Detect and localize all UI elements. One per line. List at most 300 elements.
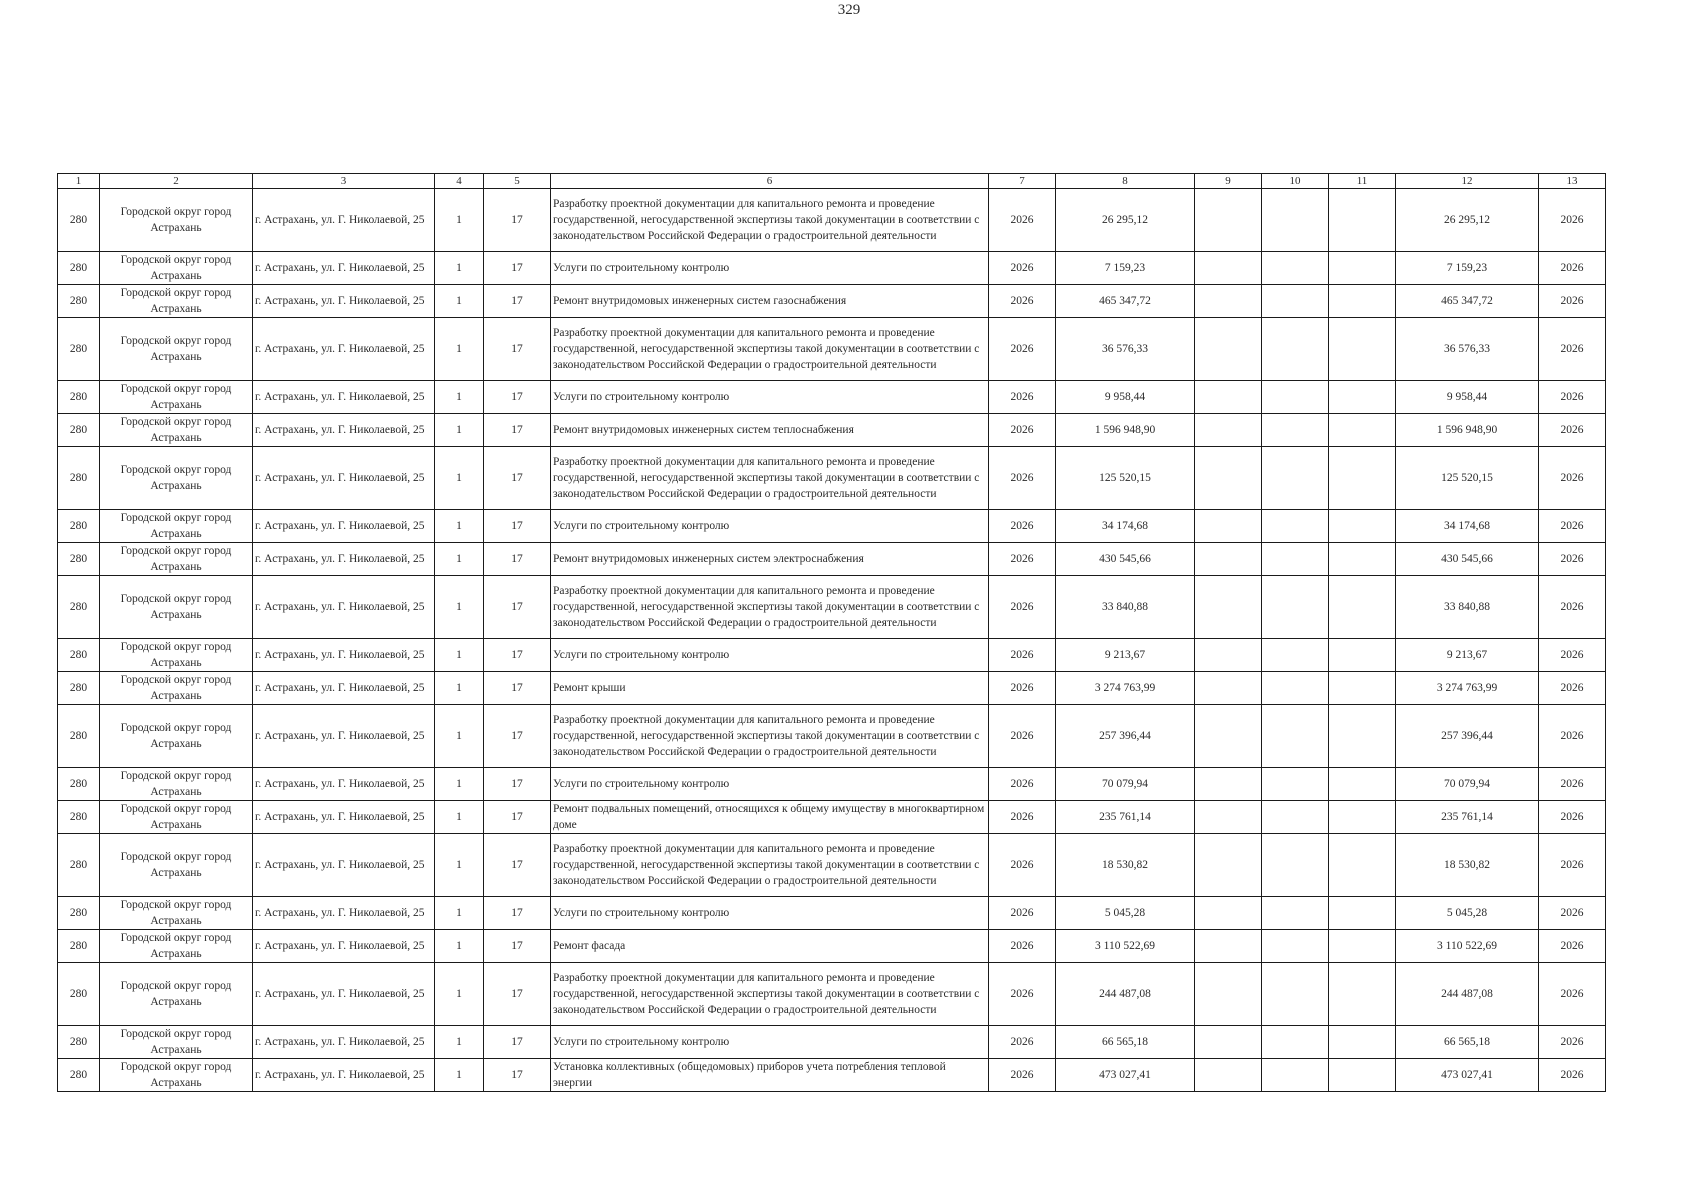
column-header-11: 11 — [1329, 174, 1396, 189]
column-5-cell: 17 — [484, 930, 551, 963]
column-11-cell — [1329, 447, 1396, 510]
year-cell: 2026 — [989, 414, 1056, 447]
column-10-cell — [1262, 414, 1329, 447]
row-number-cell: 280 — [58, 189, 100, 252]
address-cell: г. Астрахань, ул. Г. Николаевой, 25 — [253, 897, 435, 930]
column-header-13: 13 — [1539, 174, 1606, 189]
column-5-cell: 17 — [484, 705, 551, 768]
column-header-10: 10 — [1262, 174, 1329, 189]
municipality-cell: Городской округ город Астрахань — [100, 1059, 253, 1092]
table-row — [58, 768, 1606, 801]
address-cell: г. Астрахань, ул. Г. Николаевой, 25 — [253, 414, 435, 447]
column-10-cell — [1262, 1059, 1329, 1092]
column-4-cell: 1 — [435, 318, 484, 381]
address-cell: г. Астрахань, ул. Г. Николаевой, 25 — [253, 963, 435, 1026]
row-number-cell: 280 — [58, 1059, 100, 1092]
total-cost-cell: 235 761,14 — [1056, 801, 1195, 834]
row-number-cell: 280 — [58, 639, 100, 672]
column-header-12: 12 — [1396, 174, 1539, 189]
completion-year-cell: 2026 — [1539, 930, 1606, 963]
column-4-cell: 1 — [435, 510, 484, 543]
municipality-cell: Городской округ город Астрахань — [100, 381, 253, 414]
column-10-cell — [1262, 447, 1329, 510]
total-cost-cell: 257 396,44 — [1056, 705, 1195, 768]
column-9-cell — [1195, 963, 1262, 1026]
total-cost-cell: 1 596 948,90 — [1056, 414, 1195, 447]
column-5-cell: 17 — [484, 801, 551, 834]
table-row — [58, 447, 1606, 510]
column-4-cell: 1 — [435, 1059, 484, 1092]
table-row — [58, 672, 1606, 705]
column-11-cell — [1329, 963, 1396, 1026]
column-9-cell — [1195, 252, 1262, 285]
work-type-cell: Ремонт внутридомовых инженерных систем теплоснабжения — [551, 414, 989, 447]
column-header-9: 9 — [1195, 174, 1262, 189]
column-4-cell: 1 — [435, 414, 484, 447]
year-cell: 2026 — [989, 1059, 1056, 1092]
year-cell: 2026 — [989, 381, 1056, 414]
table-row — [58, 1059, 1606, 1092]
total-cost-cell: 9 958,44 — [1056, 381, 1195, 414]
table-row — [58, 705, 1606, 768]
table-body — [58, 189, 1606, 1092]
column-9-cell — [1195, 897, 1262, 930]
column-10-cell — [1262, 768, 1329, 801]
column-9-cell — [1195, 318, 1262, 381]
column-4-cell: 1 — [435, 252, 484, 285]
column-12-cost-cell: 3 110 522,69 — [1396, 930, 1539, 963]
year-cell: 2026 — [989, 1026, 1056, 1059]
work-type-cell: Разработку проектной документации для капитального ремонта и проведение государственной, негосударственной экспертизы такой документации в соответствии с законодательством Российской Федерации о градостроительной деятельности — [551, 576, 989, 639]
column-11-cell — [1329, 801, 1396, 834]
column-12-cost-cell: 3 274 763,99 — [1396, 672, 1539, 705]
column-9-cell — [1195, 576, 1262, 639]
column-11-cell — [1329, 381, 1396, 414]
column-11-cell — [1329, 543, 1396, 576]
column-11-cell — [1329, 930, 1396, 963]
column-4-cell: 1 — [435, 576, 484, 639]
column-10-cell — [1262, 285, 1329, 318]
column-11-cell — [1329, 897, 1396, 930]
table-row — [58, 510, 1606, 543]
table-row — [58, 930, 1606, 963]
completion-year-cell: 2026 — [1539, 576, 1606, 639]
column-11-cell — [1329, 285, 1396, 318]
municipality-cell: Городской округ город Астрахань — [100, 543, 253, 576]
year-cell: 2026 — [989, 963, 1056, 1026]
municipality-cell: Городской округ город Астрахань — [100, 801, 253, 834]
total-cost-cell: 33 840,88 — [1056, 576, 1195, 639]
column-9-cell — [1195, 510, 1262, 543]
municipality-cell: Городской округ город Астрахань — [100, 447, 253, 510]
total-cost-cell: 7 159,23 — [1056, 252, 1195, 285]
year-cell: 2026 — [989, 801, 1056, 834]
municipality-cell: Городской округ город Астрахань — [100, 672, 253, 705]
municipality-cell: Городской округ город Астрахань — [100, 705, 253, 768]
table-row — [58, 189, 1606, 252]
column-10-cell — [1262, 672, 1329, 705]
column-header-2: 2 — [100, 174, 253, 189]
total-cost-cell: 473 027,41 — [1056, 1059, 1195, 1092]
column-9-cell — [1195, 285, 1262, 318]
row-number-cell: 280 — [58, 414, 100, 447]
column-5-cell: 17 — [484, 189, 551, 252]
column-12-cost-cell: 9 213,67 — [1396, 639, 1539, 672]
column-9-cell — [1195, 768, 1262, 801]
work-type-cell: Разработку проектной документации для капитального ремонта и проведение государственной, негосударственной экспертизы такой документации в соответствии с законодательством Российской Федерации о градостроительной деятельности — [551, 834, 989, 897]
municipality-cell: Городской округ город Астрахань — [100, 834, 253, 897]
column-12-cost-cell: 26 295,12 — [1396, 189, 1539, 252]
completion-year-cell: 2026 — [1539, 510, 1606, 543]
address-cell: г. Астрахань, ул. Г. Николаевой, 25 — [253, 252, 435, 285]
column-11-cell — [1329, 768, 1396, 801]
year-cell: 2026 — [989, 252, 1056, 285]
year-cell: 2026 — [989, 543, 1056, 576]
column-9-cell — [1195, 930, 1262, 963]
total-cost-cell: 5 045,28 — [1056, 897, 1195, 930]
municipality-cell: Городской округ город Астрахань — [100, 897, 253, 930]
column-12-cost-cell: 18 530,82 — [1396, 834, 1539, 897]
address-cell: г. Астрахань, ул. Г. Николаевой, 25 — [253, 510, 435, 543]
address-cell: г. Астрахань, ул. Г. Николаевой, 25 — [253, 1026, 435, 1059]
table-row — [58, 963, 1606, 1026]
municipality-cell: Городской округ город Астрахань — [100, 510, 253, 543]
column-9-cell — [1195, 543, 1262, 576]
address-cell: г. Астрахань, ул. Г. Николаевой, 25 — [253, 318, 435, 381]
work-type-cell: Услуги по строительному контролю — [551, 381, 989, 414]
column-4-cell: 1 — [435, 963, 484, 1026]
municipality-cell: Городской округ город Астрахань — [100, 414, 253, 447]
column-4-cell: 1 — [435, 285, 484, 318]
column-5-cell: 17 — [484, 963, 551, 1026]
column-4-cell: 1 — [435, 381, 484, 414]
table-row — [58, 252, 1606, 285]
year-cell: 2026 — [989, 639, 1056, 672]
address-cell: г. Астрахань, ул. Г. Николаевой, 25 — [253, 285, 435, 318]
year-cell: 2026 — [989, 285, 1056, 318]
column-10-cell — [1262, 318, 1329, 381]
row-number-cell: 280 — [58, 897, 100, 930]
column-12-cost-cell: 465 347,72 — [1396, 285, 1539, 318]
column-9-cell — [1195, 1026, 1262, 1059]
column-12-cost-cell: 244 487,08 — [1396, 963, 1539, 1026]
completion-year-cell: 2026 — [1539, 768, 1606, 801]
column-11-cell — [1329, 576, 1396, 639]
completion-year-cell: 2026 — [1539, 639, 1606, 672]
table-row — [58, 576, 1606, 639]
work-type-cell: Разработку проектной документации для капитального ремонта и проведение государственной, негосударственной экспертизы такой документации в соответствии с законодательством Российской Федерации о градостроительной деятельности — [551, 963, 989, 1026]
column-5-cell: 17 — [484, 510, 551, 543]
column-header-5: 5 — [484, 174, 551, 189]
column-5-cell: 17 — [484, 285, 551, 318]
work-type-cell: Ремонт внутридомовых инженерных систем электроснабжения — [551, 543, 989, 576]
row-number-cell: 280 — [58, 705, 100, 768]
column-5-cell: 17 — [484, 318, 551, 381]
column-4-cell: 1 — [435, 801, 484, 834]
total-cost-cell: 125 520,15 — [1056, 447, 1195, 510]
total-cost-cell: 66 565,18 — [1056, 1026, 1195, 1059]
municipality-cell: Городской округ город Астрахань — [100, 189, 253, 252]
row-number-cell: 280 — [58, 1026, 100, 1059]
year-cell: 2026 — [989, 930, 1056, 963]
year-cell: 2026 — [989, 318, 1056, 381]
total-cost-cell: 18 530,82 — [1056, 834, 1195, 897]
completion-year-cell: 2026 — [1539, 801, 1606, 834]
column-5-cell: 17 — [484, 543, 551, 576]
work-type-cell: Ремонт крыши — [551, 672, 989, 705]
table-row — [58, 381, 1606, 414]
column-9-cell — [1195, 705, 1262, 768]
municipality-cell: Городской округ город Астрахань — [100, 639, 253, 672]
column-11-cell — [1329, 705, 1396, 768]
column-5-cell: 17 — [484, 1059, 551, 1092]
repair-schedule-table — [57, 173, 1606, 1092]
row-number-cell: 280 — [58, 672, 100, 705]
column-9-cell — [1195, 672, 1262, 705]
column-header-8: 8 — [1056, 174, 1195, 189]
column-5-cell: 17 — [484, 834, 551, 897]
column-9-cell — [1195, 834, 1262, 897]
column-5-cell: 17 — [484, 447, 551, 510]
column-4-cell: 1 — [435, 768, 484, 801]
address-cell: г. Астрахань, ул. Г. Николаевой, 25 — [253, 447, 435, 510]
column-12-cost-cell: 33 840,88 — [1396, 576, 1539, 639]
year-cell: 2026 — [989, 510, 1056, 543]
column-12-cost-cell: 9 958,44 — [1396, 381, 1539, 414]
column-5-cell: 17 — [484, 414, 551, 447]
address-cell: г. Астрахань, ул. Г. Николаевой, 25 — [253, 705, 435, 768]
row-number-cell: 280 — [58, 834, 100, 897]
column-4-cell: 1 — [435, 639, 484, 672]
column-9-cell — [1195, 801, 1262, 834]
column-9-cell — [1195, 189, 1262, 252]
column-12-cost-cell: 70 079,94 — [1396, 768, 1539, 801]
column-9-cell — [1195, 381, 1262, 414]
table-row — [58, 1026, 1606, 1059]
column-5-cell: 17 — [484, 1026, 551, 1059]
year-cell: 2026 — [989, 576, 1056, 639]
completion-year-cell: 2026 — [1539, 285, 1606, 318]
column-4-cell: 1 — [435, 897, 484, 930]
column-10-cell — [1262, 930, 1329, 963]
work-type-cell: Услуги по строительному контролю — [551, 639, 989, 672]
work-type-cell: Разработку проектной документации для капитального ремонта и проведение государственной, негосударственной экспертизы такой документации в соответствии с законодательством Российской Федерации о градостроительной деятельности — [551, 189, 989, 252]
row-number-cell: 280 — [58, 576, 100, 639]
completion-year-cell: 2026 — [1539, 963, 1606, 1026]
column-10-cell — [1262, 576, 1329, 639]
row-number-cell: 280 — [58, 447, 100, 510]
completion-year-cell: 2026 — [1539, 834, 1606, 897]
total-cost-cell: 3 274 763,99 — [1056, 672, 1195, 705]
completion-year-cell: 2026 — [1539, 318, 1606, 381]
total-cost-cell: 36 576,33 — [1056, 318, 1195, 381]
table-row — [58, 318, 1606, 381]
work-type-cell: Ремонт фасада — [551, 930, 989, 963]
column-10-cell — [1262, 1026, 1329, 1059]
column-4-cell: 1 — [435, 543, 484, 576]
column-5-cell: 17 — [484, 672, 551, 705]
address-cell: г. Астрахань, ул. Г. Николаевой, 25 — [253, 543, 435, 576]
total-cost-cell: 465 347,72 — [1056, 285, 1195, 318]
address-cell: г. Астрахань, ул. Г. Николаевой, 25 — [253, 801, 435, 834]
year-cell: 2026 — [989, 447, 1056, 510]
work-type-cell: Разработку проектной документации для капитального ремонта и проведение государственной, негосударственной экспертизы такой документации в соответствии с законодательством Российской Федерации о градостроительной деятельности — [551, 447, 989, 510]
column-11-cell — [1329, 1059, 1396, 1092]
table-row — [58, 639, 1606, 672]
completion-year-cell: 2026 — [1539, 1026, 1606, 1059]
column-9-cell — [1195, 414, 1262, 447]
address-cell: г. Астрахань, ул. Г. Николаевой, 25 — [253, 930, 435, 963]
work-type-cell: Услуги по строительному контролю — [551, 252, 989, 285]
municipality-cell: Городской округ город Астрахань — [100, 1026, 253, 1059]
year-cell: 2026 — [989, 768, 1056, 801]
column-header-1: 1 — [58, 174, 100, 189]
address-cell: г. Астрахань, ул. Г. Николаевой, 25 — [253, 834, 435, 897]
row-number-cell: 280 — [58, 963, 100, 1026]
column-5-cell: 17 — [484, 639, 551, 672]
column-10-cell — [1262, 897, 1329, 930]
completion-year-cell: 2026 — [1539, 189, 1606, 252]
column-4-cell: 1 — [435, 834, 484, 897]
column-12-cost-cell: 257 396,44 — [1396, 705, 1539, 768]
column-10-cell — [1262, 639, 1329, 672]
column-10-cell — [1262, 510, 1329, 543]
address-cell: г. Астрахань, ул. Г. Николаевой, 25 — [253, 672, 435, 705]
column-4-cell: 1 — [435, 705, 484, 768]
table-row — [58, 801, 1606, 834]
column-10-cell — [1262, 543, 1329, 576]
column-5-cell: 17 — [484, 381, 551, 414]
municipality-cell: Городской округ город Астрахань — [100, 930, 253, 963]
total-cost-cell: 26 295,12 — [1056, 189, 1195, 252]
column-10-cell — [1262, 705, 1329, 768]
work-type-cell: Разработку проектной документации для капитального ремонта и проведение государственной, негосударственной экспертизы такой документации в соответствии с законодательством Российской Федерации о градостроительной деятельности — [551, 318, 989, 381]
table-row — [58, 897, 1606, 930]
municipality-cell: Городской округ город Астрахань — [100, 285, 253, 318]
row-number-cell: 280 — [58, 543, 100, 576]
completion-year-cell: 2026 — [1539, 543, 1606, 576]
column-10-cell — [1262, 252, 1329, 285]
column-5-cell: 17 — [484, 252, 551, 285]
column-11-cell — [1329, 189, 1396, 252]
column-12-cost-cell: 7 159,23 — [1396, 252, 1539, 285]
column-10-cell — [1262, 189, 1329, 252]
completion-year-cell: 2026 — [1539, 447, 1606, 510]
municipality-cell: Городской округ город Астрахань — [100, 252, 253, 285]
column-11-cell — [1329, 672, 1396, 705]
column-header-7: 7 — [989, 174, 1056, 189]
column-12-cost-cell: 125 520,15 — [1396, 447, 1539, 510]
column-4-cell: 1 — [435, 930, 484, 963]
column-11-cell — [1329, 1026, 1396, 1059]
work-type-cell: Услуги по строительному контролю — [551, 510, 989, 543]
municipality-cell: Городской округ город Астрахань — [100, 768, 253, 801]
total-cost-cell: 3 110 522,69 — [1056, 930, 1195, 963]
table-row — [58, 543, 1606, 576]
column-4-cell: 1 — [435, 1026, 484, 1059]
column-9-cell — [1195, 447, 1262, 510]
year-cell: 2026 — [989, 189, 1056, 252]
completion-year-cell: 2026 — [1539, 1059, 1606, 1092]
column-12-cost-cell: 66 565,18 — [1396, 1026, 1539, 1059]
column-5-cell: 17 — [484, 897, 551, 930]
row-number-cell: 280 — [58, 801, 100, 834]
column-12-cost-cell: 5 045,28 — [1396, 897, 1539, 930]
row-number-cell: 280 — [58, 318, 100, 381]
table-row — [58, 414, 1606, 447]
column-header-3: 3 — [253, 174, 435, 189]
work-type-cell: Ремонт внутридомовых инженерных систем газоснабжения — [551, 285, 989, 318]
column-11-cell — [1329, 639, 1396, 672]
completion-year-cell: 2026 — [1539, 414, 1606, 447]
municipality-cell: Городской округ город Астрахань — [100, 318, 253, 381]
column-11-cell — [1329, 318, 1396, 381]
total-cost-cell: 244 487,08 — [1056, 963, 1195, 1026]
row-number-cell: 280 — [58, 510, 100, 543]
year-cell: 2026 — [989, 672, 1056, 705]
address-cell: г. Астрахань, ул. Г. Николаевой, 25 — [253, 576, 435, 639]
work-type-cell: Ремонт подвальных помещений, относящихся к общему имуществу в многоквартирном доме — [551, 801, 989, 834]
total-cost-cell: 9 213,67 — [1056, 639, 1195, 672]
total-cost-cell: 34 174,68 — [1056, 510, 1195, 543]
municipality-cell: Городской округ город Астрахань — [100, 576, 253, 639]
completion-year-cell: 2026 — [1539, 252, 1606, 285]
column-12-cost-cell: 473 027,41 — [1396, 1059, 1539, 1092]
row-number-cell: 280 — [58, 381, 100, 414]
table-row — [58, 285, 1606, 318]
address-cell: г. Астрахань, ул. Г. Николаевой, 25 — [253, 381, 435, 414]
column-11-cell — [1329, 252, 1396, 285]
completion-year-cell: 2026 — [1539, 705, 1606, 768]
column-9-cell — [1195, 639, 1262, 672]
column-10-cell — [1262, 381, 1329, 414]
work-type-cell: Услуги по строительному контролю — [551, 768, 989, 801]
table-row — [58, 834, 1606, 897]
column-10-cell — [1262, 834, 1329, 897]
column-11-cell — [1329, 414, 1396, 447]
row-number-cell: 280 — [58, 285, 100, 318]
completion-year-cell: 2026 — [1539, 672, 1606, 705]
column-5-cell: 17 — [484, 768, 551, 801]
column-12-cost-cell: 36 576,33 — [1396, 318, 1539, 381]
work-type-cell: Разработку проектной документации для капитального ремонта и проведение государственной, негосударственной экспертизы такой документации в соответствии с законодательством Российской Федерации о градостроительной деятельности — [551, 705, 989, 768]
column-5-cell: 17 — [484, 576, 551, 639]
column-4-cell: 1 — [435, 447, 484, 510]
column-4-cell: 1 — [435, 189, 484, 252]
address-cell: г. Астрахань, ул. Г. Николаевой, 25 — [253, 639, 435, 672]
completion-year-cell: 2026 — [1539, 897, 1606, 930]
column-11-cell — [1329, 510, 1396, 543]
column-number-header-row — [58, 174, 1606, 189]
municipality-cell: Городской округ город Астрахань — [100, 963, 253, 1026]
row-number-cell: 280 — [58, 252, 100, 285]
work-type-cell: Услуги по строительному контролю — [551, 897, 989, 930]
row-number-cell: 280 — [58, 768, 100, 801]
page-number: 329 — [837, 2, 861, 18]
completion-year-cell: 2026 — [1539, 381, 1606, 414]
column-10-cell — [1262, 963, 1329, 1026]
column-4-cell: 1 — [435, 672, 484, 705]
year-cell: 2026 — [989, 897, 1056, 930]
address-cell: г. Астрахань, ул. Г. Николаевой, 25 — [253, 768, 435, 801]
column-12-cost-cell: 430 545,66 — [1396, 543, 1539, 576]
total-cost-cell: 70 079,94 — [1056, 768, 1195, 801]
year-cell: 2026 — [989, 834, 1056, 897]
column-11-cell — [1329, 834, 1396, 897]
year-cell: 2026 — [989, 705, 1056, 768]
row-number-cell: 280 — [58, 930, 100, 963]
total-cost-cell: 430 545,66 — [1056, 543, 1195, 576]
